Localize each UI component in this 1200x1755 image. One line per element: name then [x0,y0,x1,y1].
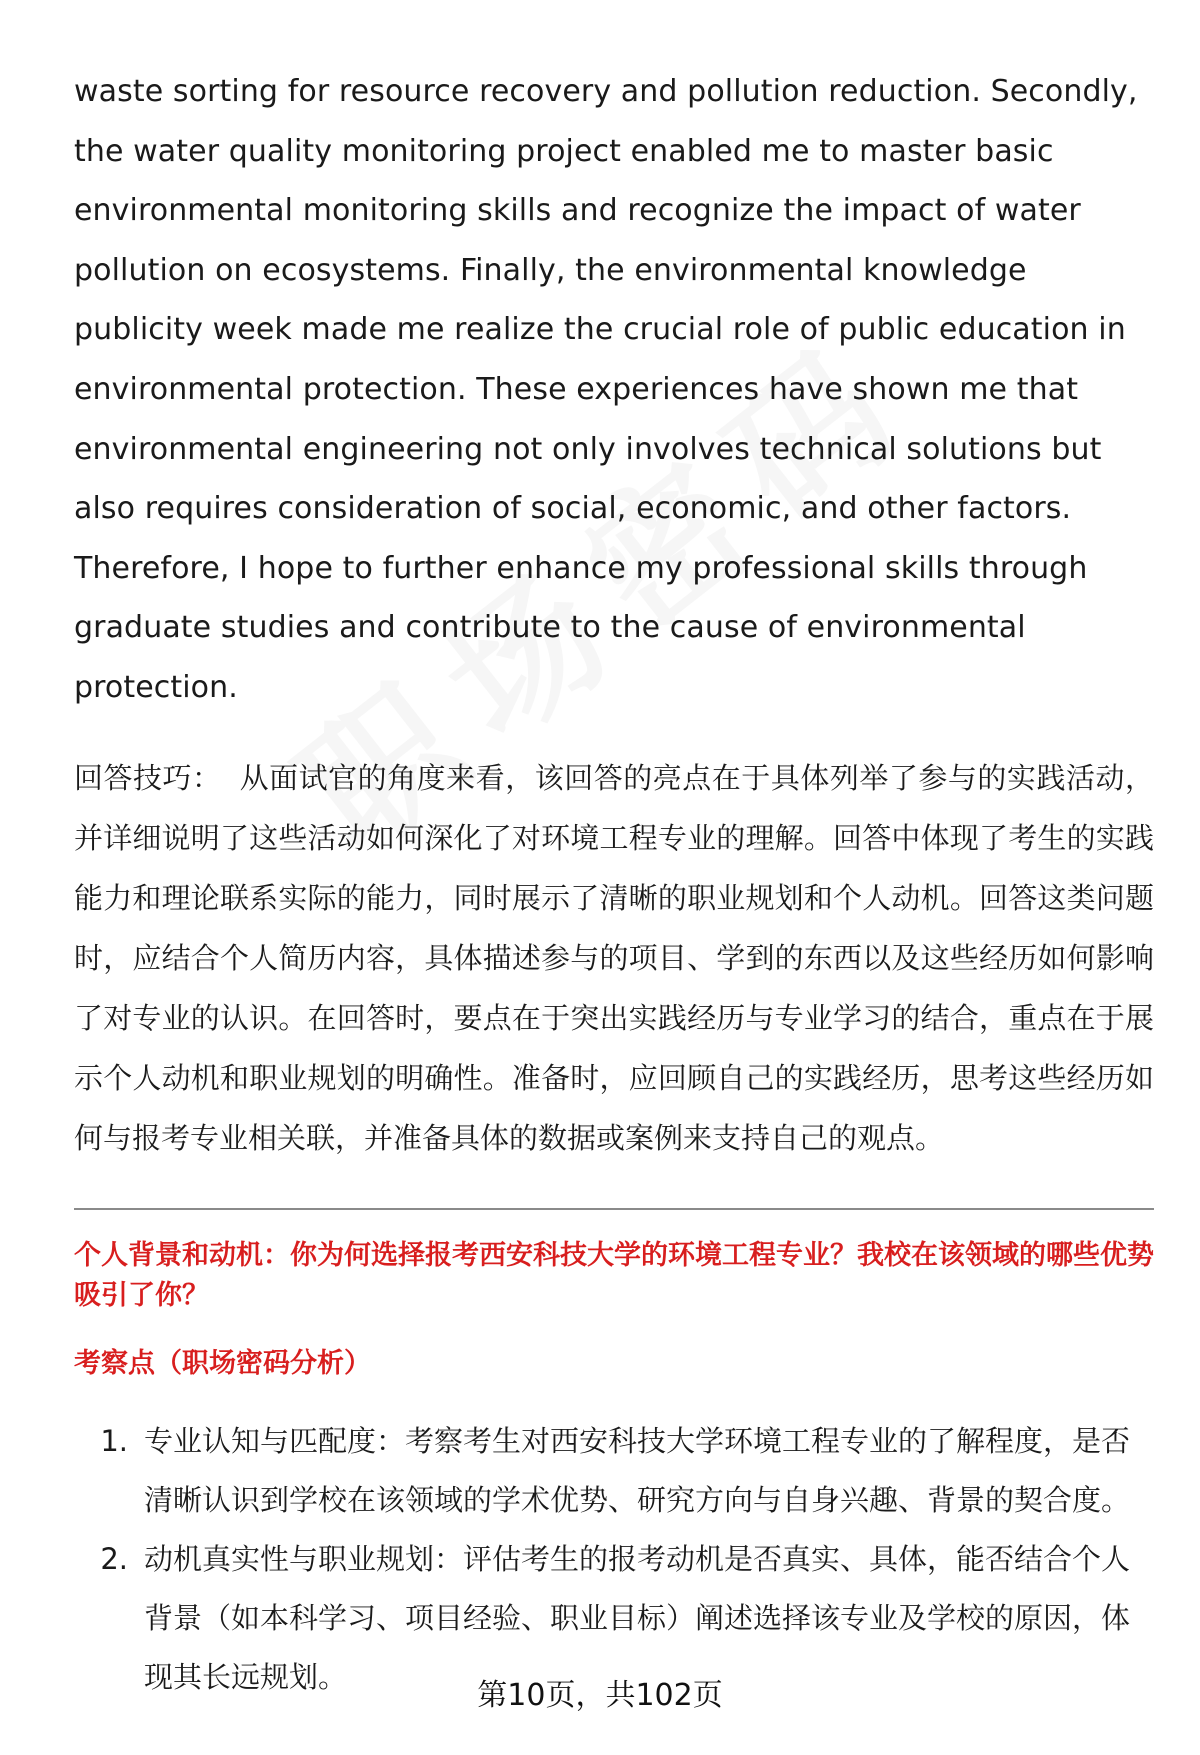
list-item-number: 2. [100,1541,128,1576]
list-item-text: 专业认知与匹配度：考察考生对西安科技大学环境工程专业的了解程度，是否清晰认识到学校在该领域的学术优势、研究方向与自身兴趣、背景的契合度。 [144,1423,1131,1517]
answer-tip-text: 从面试官的角度来看，该回答的亮点在于具体列举了参与的实践活动，并详细说明了这些活动如何深化了对环境工程专业的理解。回答中体现了考生的实践能力和理论联系实际的能力，同时展示了清晰的职业规划和个人动机。回答这类问题时，应结合个人简历内容，具体描述参与的项目、学到的东西以及这些经历如何影响了对专业的认识。在回答时，要点在于突出实践经历与专业学习的结合，重点在于展示个人动机和职业规划的明确性。准备时，应回顾自己的实践经历，思考这些经历如何与报考专业相关联，并准备具体的数据或案例来支持自己的观点。 [74,760,1154,1155]
analysis-points-list [74,1412,1154,1707]
english-answer-paragraph: waste sorting for resource recovery and pollution reduction. Secondly, the water quality monitoring project enabled me to master basic environmental monitoring skills and recognize the impact of water pollution on ecosystems. Finally, the environmental knowledge publicity week made me realize the crucial role of public education in environmental protection. These experiences have shown me that environmental engineering not only involves technical solutions but also requires consideration of social, economic, and other factors. Therefore, I hope to further enhance my professional skills through graduate studies and contribute to the cause of environmental protection. [74,74,1138,705]
answer-tip-label: 回答技巧： [74,760,222,795]
list-item [74,1412,1154,1530]
answer-tip-paragraph [74,748,1154,1168]
page-content [74,62,1154,1707]
list-item-number: 1. [100,1423,128,1458]
page-number-footer: 第10页，共102页 [477,1678,723,1713]
list-item-text: 动机真实性与职业规划：评估考生的报考动机是否真实、具体，能否结合个人背景（如本科学习、项目经验、职业目标）阐述选择该专业及学校的原因，体现其长远规划。 [144,1541,1131,1694]
analysis-section-title: 考察点（职场密码分析） [74,1347,371,1379]
section-divider [74,1208,1154,1210]
question-heading: 个人背景和动机：你为何选择报考西安科技大学的环境工程专业？我校在该领域的哪些优势吸引了你？ [74,1239,1154,1311]
